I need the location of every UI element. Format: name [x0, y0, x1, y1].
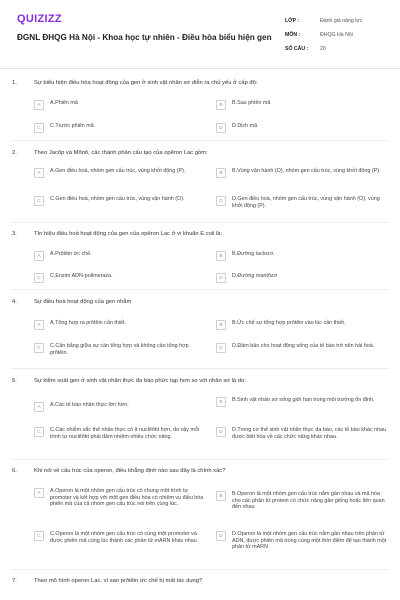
option-letter: B — [216, 491, 226, 501]
option-letter: A — [34, 168, 44, 178]
option-text: A.Prôtêin ức chế. — [50, 251, 92, 257]
option-letter: D — [216, 196, 226, 206]
question-text: Sự điều hoà hoạt động của gen nhằm — [34, 299, 132, 305]
option-c[interactable] — [34, 273, 199, 283]
option-d[interactable] — [216, 531, 388, 551]
question-number: 4. — [12, 299, 17, 305]
option-a[interactable] — [34, 402, 206, 412]
option-text: D.Dịch mã — [232, 123, 258, 129]
meta-class — [285, 14, 385, 28]
worksheet-header — [0, 0, 400, 64]
option-b[interactable] — [216, 251, 381, 261]
option-letter: D — [216, 427, 226, 437]
question-number: 7. — [12, 578, 17, 584]
option-letter: D — [216, 531, 226, 541]
option-text: B.Ức chế sự tổng hợp prôtêin vào lúc cần thiết. — [232, 320, 346, 326]
option-text: C.Cân bằng giữa sự cần tổng hợp và không cần tổng hợp prôtêin. — [50, 343, 189, 356]
question-text: Theo mô hình operon Lac, vì sao prôtêin ức chế bị mất tác dụng? — [34, 578, 203, 584]
meta-subject — [285, 28, 385, 42]
question-text: Khi nói về cấu trúc của operon, điều khẳng định nào sau đây là chính xác? — [34, 468, 226, 474]
option-letter: C — [34, 273, 44, 283]
option-letter: B — [216, 397, 226, 407]
question-number: 5. — [12, 378, 17, 384]
quizizz-logo: QUIZIZZ — [17, 13, 62, 25]
option-letter: C — [34, 343, 44, 353]
option-c[interactable] — [34, 427, 206, 440]
option-letter: A — [34, 100, 44, 110]
option-b[interactable] — [216, 320, 388, 330]
option-c[interactable] — [34, 196, 206, 206]
question-divider — [12, 140, 388, 141]
option-letter: A — [34, 320, 44, 330]
option-text: A.Operon là một nhóm gen cấu trúc có chung một trình tự promoter và kết hợp với một gen điều hòa có nhiệm vụ điều hòa phiên mã của cả nhóm gen cấu trúc nói trên cùng lúc. — [50, 488, 204, 508]
question-text: Sự biểu hiện điều hòa hoạt động của gen ở sinh vật nhân sơ diễn ra chủ yếu ở cấp độ: — [34, 80, 258, 86]
meta-label: MÔN : — [285, 32, 301, 38]
option-text: C.Operon là một nhóm gen cấu trúc có cùng một promoter và được phiên mã cùng lúc thành các phân tử mARN khác nhau — [50, 531, 197, 544]
question-number: 1. — [12, 80, 17, 86]
option-text: A.Các tế bào nhân thực lớn hơn. — [50, 402, 129, 408]
option-text: D.Đường mantôzơ — [232, 273, 278, 279]
option-a[interactable] — [34, 251, 199, 261]
option-b[interactable] — [216, 397, 388, 407]
question-number: 2. — [12, 150, 17, 156]
worksheet-title: ĐGNL ĐHQG Hà Nội - Khoa học tự nhiên - Điều hòa biểu hiện gen — [17, 33, 272, 42]
option-c[interactable] — [34, 343, 206, 356]
option-letter: D — [216, 123, 226, 133]
option-text: B.Sau phiên mã — [232, 100, 271, 106]
meta-label: SỐ CÂU : — [285, 46, 309, 52]
option-letter: B — [216, 100, 226, 110]
option-d[interactable] — [216, 343, 388, 353]
question-number: 6. — [12, 468, 17, 474]
option-d[interactable] — [216, 123, 381, 133]
worksheet-meta — [285, 14, 385, 56]
option-letter: B — [216, 251, 226, 261]
option-text: A.Gen điều hoà, nhóm gen cấu trúc, vùng khởi động (P). — [50, 168, 186, 174]
question-divider — [12, 222, 388, 223]
option-letter: B — [216, 320, 226, 330]
meta-question-count — [285, 42, 385, 56]
question-divider — [12, 569, 388, 570]
question-divider — [12, 289, 388, 290]
option-letter: C — [34, 123, 44, 133]
option-letter: C — [34, 196, 44, 206]
option-text: C.Enzim ADN-polimeraza. — [50, 273, 113, 279]
option-text: B.Đường lactozơ. — [232, 251, 275, 257]
meta-value: ĐHQG Hà Nội — [320, 32, 353, 38]
option-text: A.Tổng hợp ra prôtêin cần thiết. — [50, 320, 127, 326]
option-b[interactable] — [216, 491, 388, 511]
option-text: C.Các nhiễm sắc thể nhân thực có ít nuclêôtit hơn, do vậy mỗi trình tự nuclêôtit phải đảm nhiệm nhiều chức năng. — [50, 427, 200, 440]
option-a[interactable] — [34, 168, 206, 178]
option-letter: D — [216, 343, 226, 353]
option-text: D.Gen điều hoà, nhóm gen cấu trúc, vùng vận hành (O), vùng khởi động (P). — [232, 196, 380, 209]
question-divider — [12, 459, 388, 460]
option-d[interactable] — [216, 427, 388, 440]
option-d[interactable] — [216, 196, 388, 209]
option-text: B.Sinh vật nhân sơ sống giới hạn trong môi trường ổn định. — [232, 397, 375, 403]
option-text: C.Gen điều hoà, nhóm gen cấu trúc, vùng vận hành (O). — [50, 196, 185, 202]
option-b[interactable] — [216, 100, 381, 110]
option-letter: B — [216, 168, 226, 178]
meta-label: LỚP : — [285, 18, 300, 24]
meta-value: 20 — [320, 46, 326, 52]
header-divider — [0, 68, 400, 69]
option-c[interactable] — [34, 531, 206, 544]
option-b[interactable] — [216, 168, 388, 178]
option-text: C.Trước phiên mã — [50, 123, 94, 129]
option-letter: C — [34, 427, 44, 437]
option-letter: D — [216, 273, 226, 283]
option-d[interactable] — [216, 273, 381, 283]
question-text: Tín hiệu điều hoà hoạt động của gen của opêron Lac ở vi khuẩn E.coli là: — [34, 231, 223, 237]
option-a[interactable] — [34, 100, 199, 110]
question-divider — [12, 368, 388, 369]
option-a[interactable] — [34, 320, 206, 330]
option-text: B.Vùng vận hành (O), nhóm gen cấu trúc, vùng khởi động (P). — [232, 168, 381, 174]
option-letter: A — [34, 402, 44, 412]
option-text: D.Đảm bảo cho hoạt động sống của tế bào trở nên hài hoà. — [232, 343, 375, 349]
option-letter: A — [34, 488, 44, 498]
option-a[interactable] — [34, 488, 206, 508]
option-letter: A — [34, 251, 44, 261]
option-text: A.Phiên mã — [50, 100, 78, 106]
question-text: Theo Jacôp và Mônô, các thành phần cấu tạo của opêron Lac gồm: — [34, 150, 208, 156]
option-text: D.Operon là một nhóm gen cấu trúc nằm gần nhau trên phân tử ADN, được phiên mã trong cùng một thời điểm để tạo thành một phân tử mARN — [232, 531, 387, 551]
option-c[interactable] — [34, 123, 199, 133]
option-text: D.Trong cơ thể sinh vật nhân thực đa bào, các tế bào khác nhau được biệt hóa về các chức năng khác nhau. — [232, 427, 387, 440]
option-text: B.Operon là một nhóm gen cấu trúc nằm gần nhau và mã hóa cho các phân tử protein có chức năng gần giống hoặc liên quan đến nhau — [232, 491, 385, 511]
meta-value: Đánh giá năng lực — [320, 18, 363, 24]
question-text: Sự kiểm soát gen ở sinh vật nhân thực đa bào phức tạp hơn so với nhân sơ là do: — [34, 378, 246, 384]
question-number: 3. — [12, 231, 17, 237]
option-letter: C — [34, 531, 44, 541]
